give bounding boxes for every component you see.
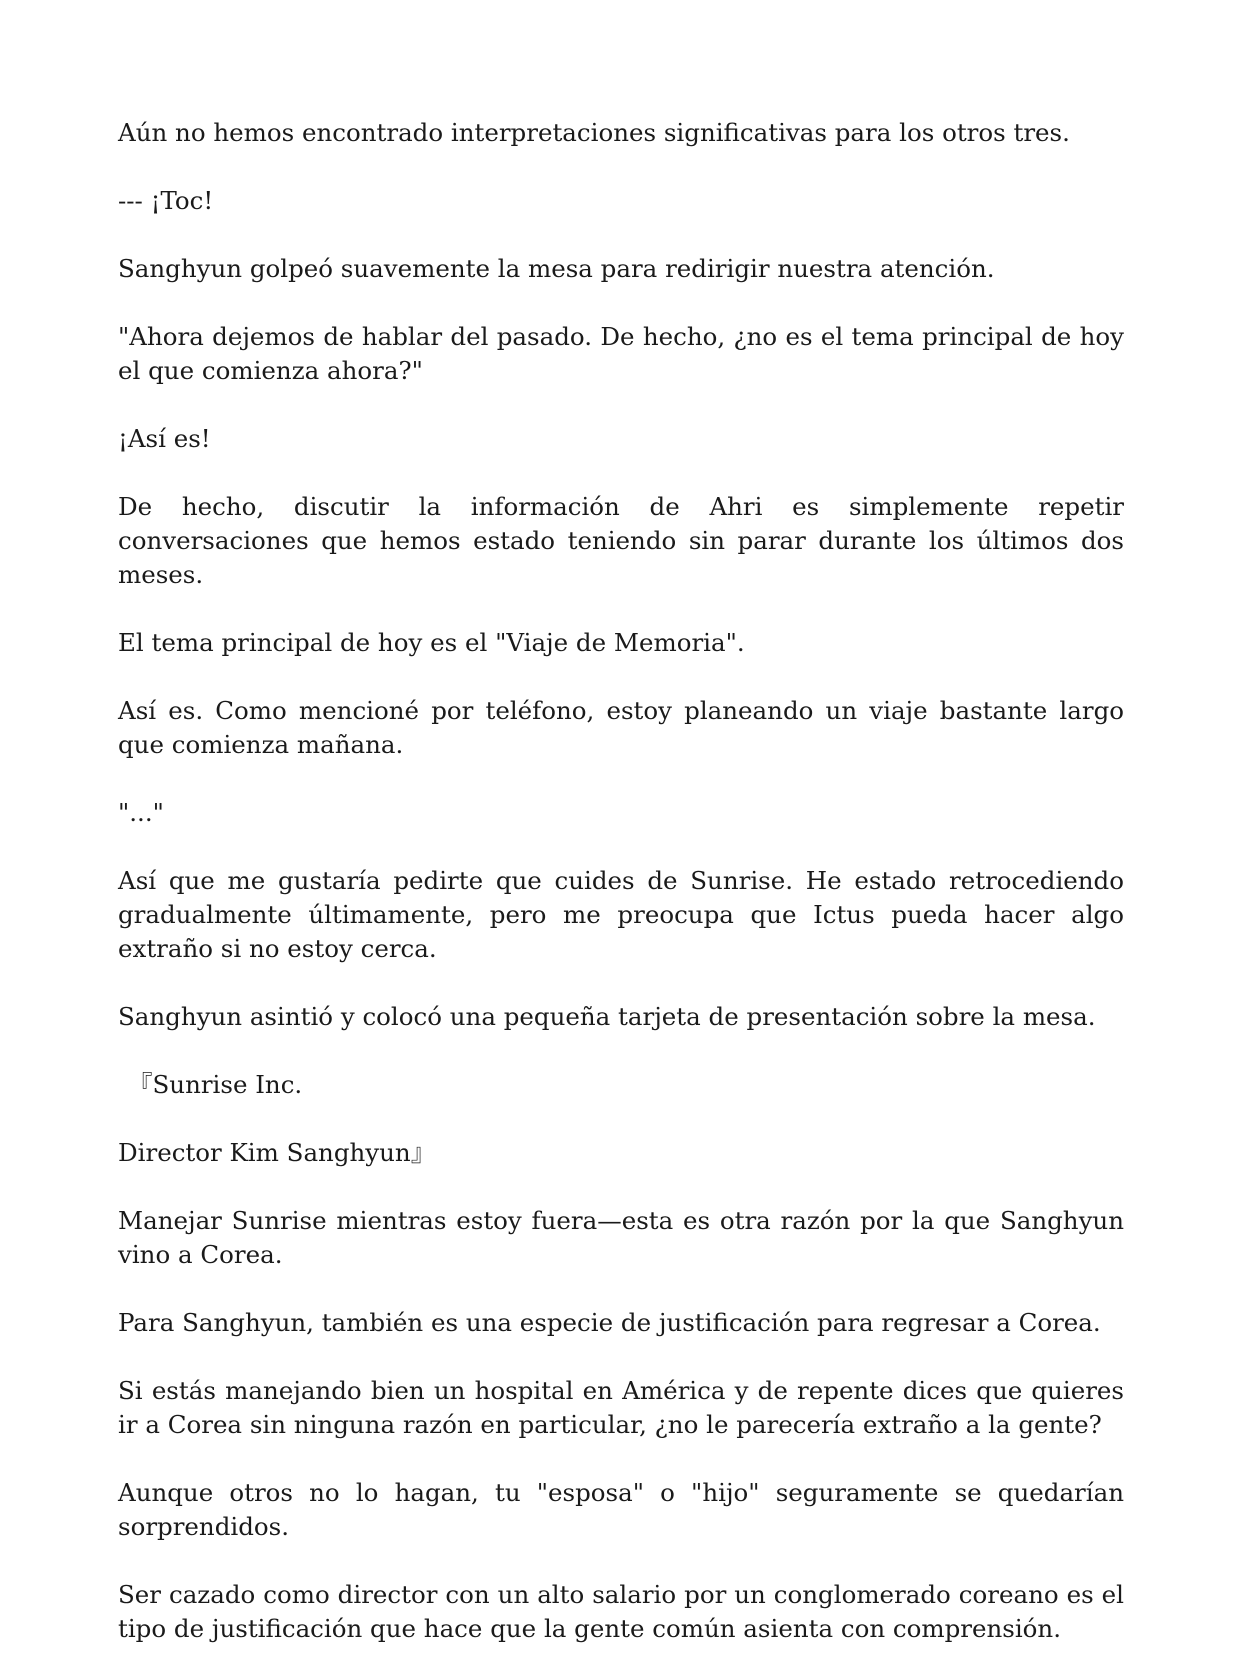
paragraph-ahri-information: De hecho, discutir la información de Ahri es simplemente repetir conversaciones que hemos estado teniendo sin parar durante los últimos dos meses.: [118, 492, 1124, 589]
paragraph-wife-son: Aunque otros no lo hagan, tu "esposa" o "hijo" seguramente se quedarían sorprendidos.: [118, 1478, 1124, 1541]
paragraph-interpretations: Aún no hemos encontrado interpretaciones significativas para los otros tres.: [118, 118, 1070, 147]
business-card-company: 『Sunrise Inc.: [128, 1070, 303, 1099]
paragraph-headhunted-director: Ser cazado como director con un alto salario por un conglomerado coreano es el tipo de justificación que hace que la gente común asienta con comprensión.: [118, 1580, 1124, 1643]
paragraph-business-card: Sanghyun asintió y colocó una pequeña tarjeta de presentación sobre la mesa.: [118, 1002, 1096, 1031]
paragraph-sanghyun-taps-table: Sanghyun golpeó suavemente la mesa para redirigir nuestra atención.: [118, 254, 995, 283]
document-body: [118, 116, 1124, 1680]
paragraph-long-trip: Así es. Como mencioné por teléfono, estoy planeando un viaje bastante largo que comienza mañana.: [118, 696, 1124, 759]
paragraph-knock-sound: --- ¡Toc!: [118, 186, 214, 215]
paragraph-hospital-america: Si estás manejando bien un hospital en América y de repente dices que quieres ir a Corea sin ninguna razón en particular, ¿no le parecería extraño a la gente?: [118, 1376, 1124, 1439]
paragraph-take-care-sunrise: Así que me gustaría pedirte que cuides de Sunrise. He estado retrocediendo gradualmente últimamente, pero me preocupa que Ictus pueda hacer algo extraño si no estoy cerca.: [118, 866, 1124, 963]
paragraph-dialogue-main-topic: "Ahora dejemos de hablar del pasado. De hecho, ¿no es el tema principal de hoy el que comienza ahora?": [118, 322, 1124, 385]
paragraph-ellipsis-dialogue: "...": [118, 798, 164, 827]
paragraph-exclamation: ¡Así es!: [118, 424, 211, 453]
paragraph-memory-trip: El tema principal de hoy es el "Viaje de Memoria".: [118, 628, 745, 657]
paragraph-justification: Para Sanghyun, también es una especie de justificación para regresar a Corea.: [118, 1308, 1101, 1337]
paragraph-manage-sunrise: Manejar Sunrise mientras estoy fuera—esta es otra razón por la que Sanghyun vino a Corea.: [118, 1206, 1124, 1269]
business-card-director: Director Kim Sanghyun』: [118, 1138, 436, 1167]
